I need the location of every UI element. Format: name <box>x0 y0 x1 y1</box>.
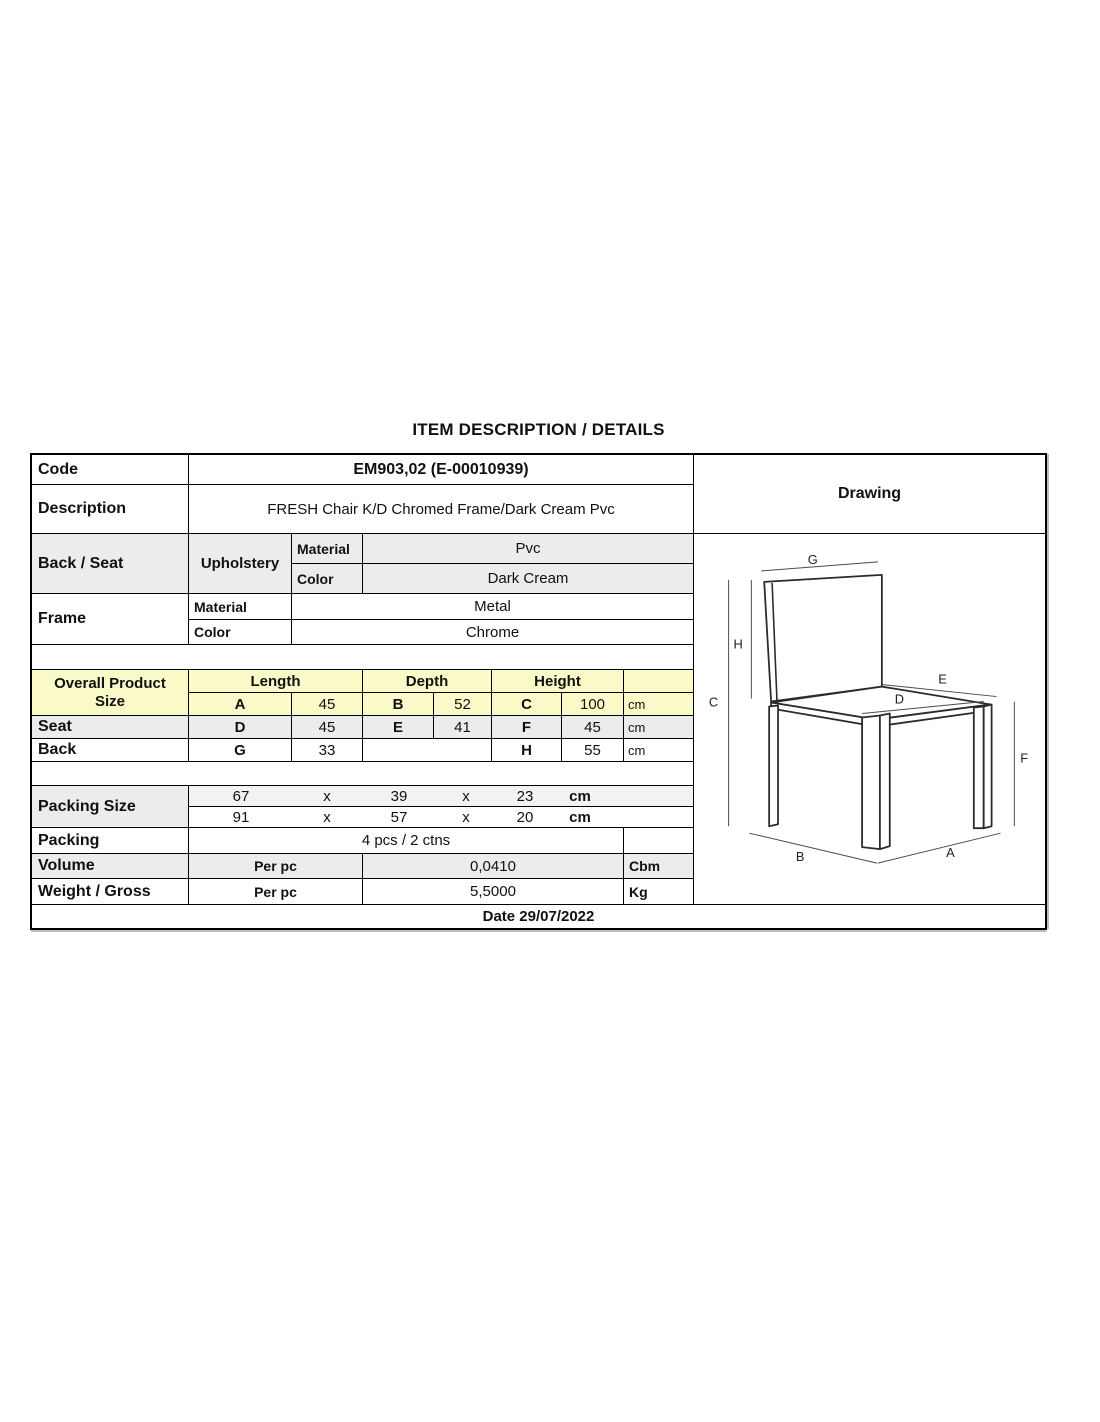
size-overall-length-key: A <box>189 693 291 715</box>
weight-per: Per pc <box>189 879 362 904</box>
pack1-x1: x <box>323 787 331 805</box>
pack1-n1: 67 <box>232 787 250 805</box>
dim-line-a <box>878 833 1001 863</box>
dim-label-e: E <box>938 671 947 687</box>
chair-right-leg-side <box>984 705 992 829</box>
chair-backrest <box>764 575 882 702</box>
pack1-n3: 23 <box>516 787 534 805</box>
frame-color-label: Color <box>189 620 291 644</box>
dim-label-b: B <box>795 849 805 865</box>
pack2-x2: x <box>462 808 470 826</box>
back-row-label: Back <box>32 739 188 761</box>
weight-value: 5,5000 <box>363 879 623 904</box>
description-value: FRESH Chair K/D Chromed Frame/Dark Cream Pvc <box>189 485 693 533</box>
seat-row-label: Seat <box>32 716 188 738</box>
dim-label-c: C <box>708 694 719 710</box>
pack1-x2: x <box>462 787 470 805</box>
back-length-value: 33 <box>292 739 362 761</box>
volume-value: 0,0410 <box>363 854 623 878</box>
dim-line-g <box>761 562 878 571</box>
back-seat-material-label: Material <box>292 534 362 563</box>
packing-value: 4 pcs / 2 ctns <box>189 828 623 853</box>
dim-label-h: H <box>733 636 743 652</box>
drawing-header: Drawing <box>694 455 1045 533</box>
size-header-unit-empty <box>624 670 693 692</box>
pack2-n2: 57 <box>390 808 408 826</box>
back-seat-material-value: Pvc <box>363 534 693 563</box>
chair-front-leg-side <box>880 714 890 850</box>
pack2-n1: 91 <box>232 808 250 826</box>
seat-height-key: F <box>492 716 561 738</box>
code-label: Code <box>32 455 188 484</box>
spacer-row-1 <box>32 645 693 669</box>
size-table-label-line2: Size <box>94 692 125 710</box>
packing-size-row-1-values <box>189 788 693 805</box>
dim-label-f: F <box>1020 750 1029 766</box>
packing-size-row-2-values <box>189 809 693 826</box>
weight-label: Weight / Gross <box>32 879 188 904</box>
size-overall-height-value: 100 <box>562 693 623 715</box>
size-overall-unit: cm <box>624 693 693 715</box>
volume-unit: Cbm <box>624 854 693 878</box>
seat-depth-value: 41 <box>434 716 491 738</box>
dim-label-d: D <box>894 691 904 707</box>
date-row: Date 29/07/2022 <box>32 905 1045 928</box>
spacer-row-2 <box>32 762 693 785</box>
back-height-value: 55 <box>562 739 623 761</box>
seat-unit: cm <box>624 716 693 738</box>
drawing-panel <box>694 534 1045 904</box>
code-value: EM903,02 (E-00010939) <box>189 455 693 484</box>
back-depth-empty <box>363 739 491 761</box>
size-header-height: Height <box>492 670 623 692</box>
seat-length-value: 45 <box>292 716 362 738</box>
size-overall-height-key: C <box>492 693 561 715</box>
seat-depth-key: E <box>363 716 433 738</box>
pack1-unit: cm <box>569 787 591 805</box>
chair-drawing <box>694 534 1045 904</box>
back-height-key: H <box>492 739 561 761</box>
description-label: Description <box>32 485 188 533</box>
packing-size-row-1 <box>189 786 693 806</box>
back-length-key: G <box>189 739 291 761</box>
volume-label: Volume <box>32 854 188 878</box>
size-overall-length-value: 45 <box>292 693 362 715</box>
pack2-unit: cm <box>569 808 591 826</box>
packing-unit-empty <box>624 828 693 853</box>
pack1-n2: 39 <box>390 787 408 805</box>
packing-size-row-2 <box>189 807 693 827</box>
back-seat-color-value: Dark Cream <box>363 564 693 593</box>
seat-length-key: D <box>189 716 291 738</box>
upholstery-label: Upholstery <box>189 534 291 593</box>
frame-material-label: Material <box>189 594 291 619</box>
size-header-length: Length <box>189 670 362 692</box>
frame-label: Frame <box>32 594 188 644</box>
page-title: ITEM DESCRIPTION / DETAILS <box>412 420 665 439</box>
dim-label-a: A <box>946 845 955 861</box>
chair-left-leg <box>769 706 778 827</box>
size-overall-depth-value: 52 <box>434 693 491 715</box>
back-unit: cm <box>624 739 693 761</box>
dim-line-b <box>749 833 877 863</box>
size-header-depth: Depth <box>363 670 491 692</box>
spec-table <box>30 453 1047 930</box>
chair-right-leg-face <box>974 707 984 829</box>
volume-per: Per pc <box>189 854 362 878</box>
weight-unit: Kg <box>624 879 693 904</box>
frame-color-value: Chrome <box>292 620 693 644</box>
back-seat-color-label: Color <box>292 564 362 593</box>
size-overall-depth-key: B <box>363 693 433 715</box>
frame-material-value: Metal <box>292 594 693 619</box>
pack2-n3: 20 <box>516 808 534 826</box>
chair-front-leg-face <box>862 716 880 850</box>
back-seat-label: Back / Seat <box>32 534 188 593</box>
packing-label: Packing <box>32 828 188 853</box>
seat-height-value: 45 <box>562 716 623 738</box>
pack2-x1: x <box>323 808 331 826</box>
size-table-label <box>32 670 188 715</box>
packing-size-label: Packing Size <box>32 786 188 827</box>
size-table-label-line1: Overall Product <box>54 675 166 693</box>
dim-label-g: G <box>807 551 818 567</box>
